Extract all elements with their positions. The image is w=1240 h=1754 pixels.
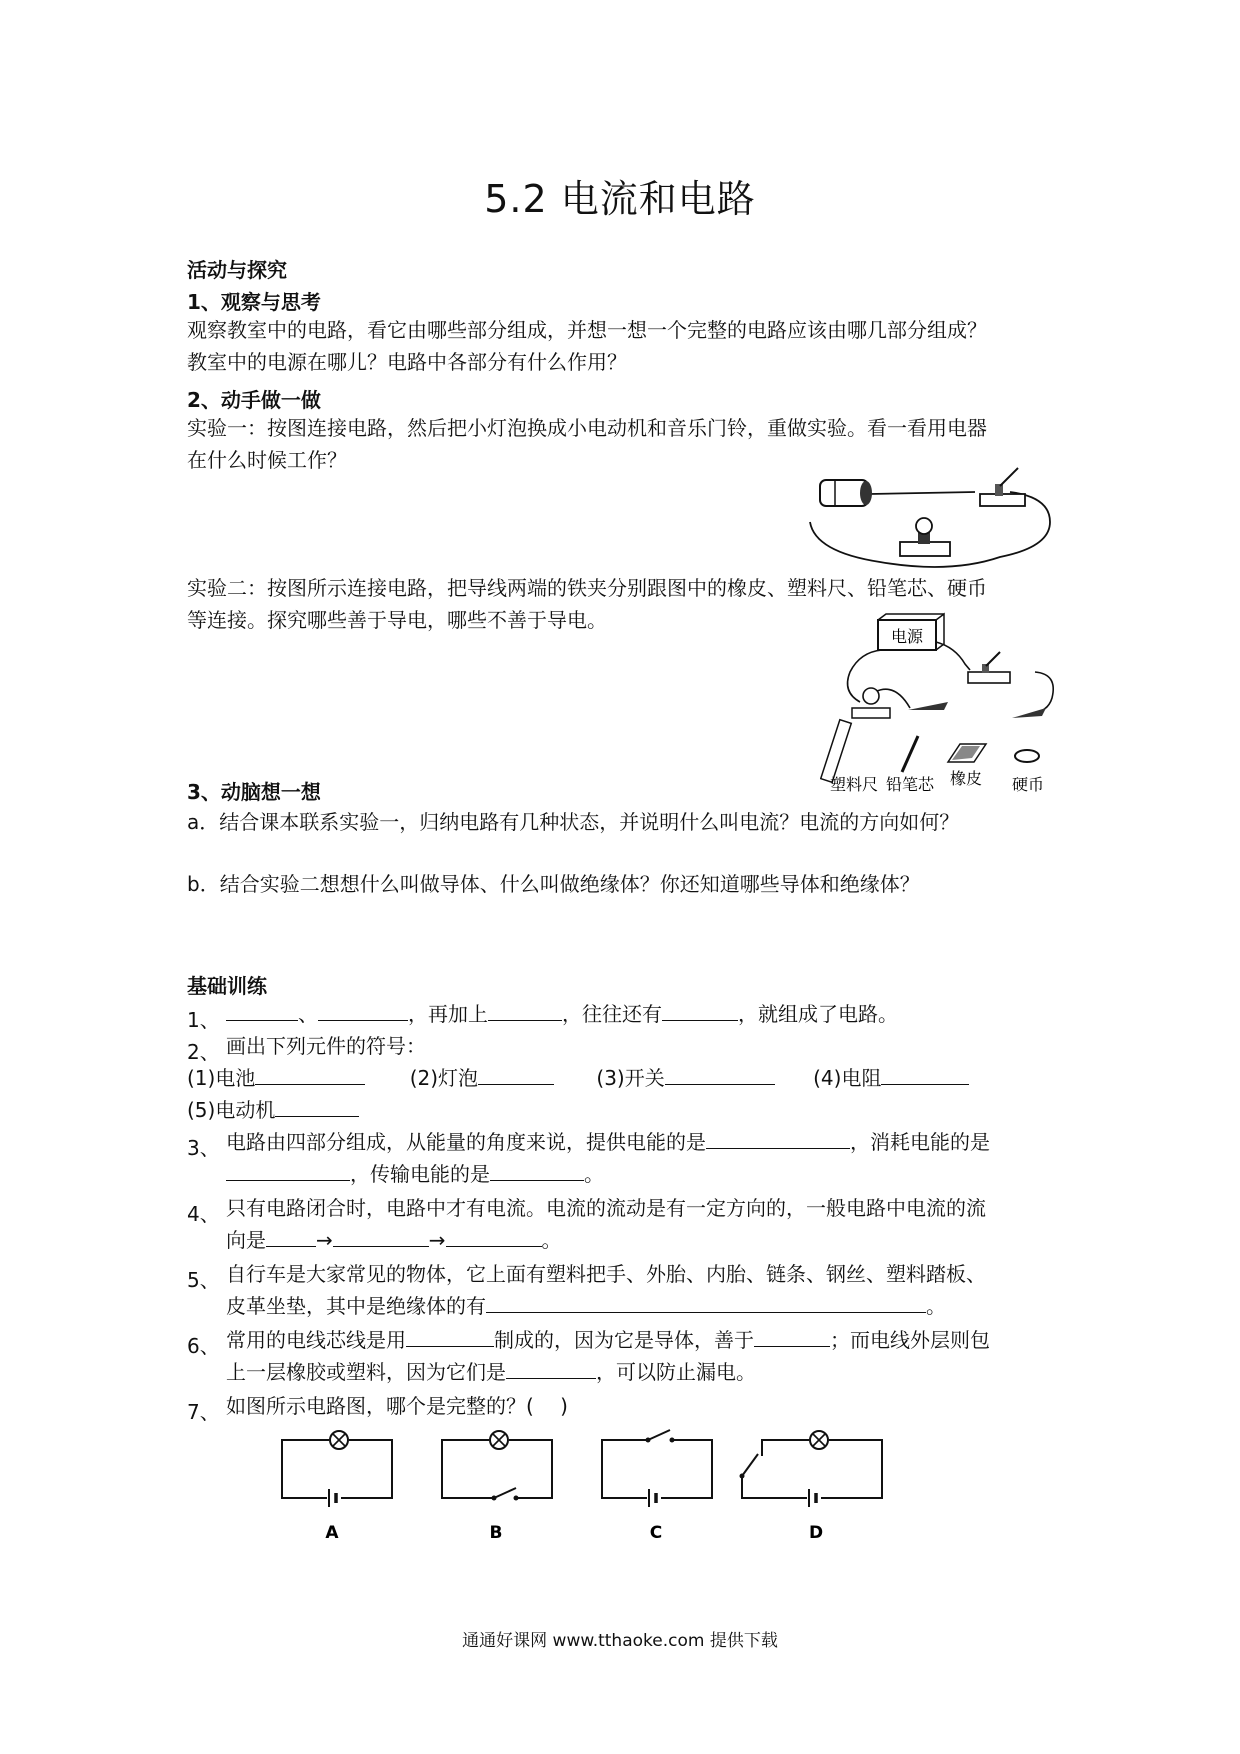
answer-blank[interactable]	[226, 998, 298, 1021]
answer-blank[interactable]	[226, 1158, 350, 1181]
ruler-label: 塑料尺	[830, 775, 879, 794]
lamp-icon	[900, 518, 950, 556]
ruler-icon	[821, 720, 852, 783]
question-6: 常用的电线芯线是用 制成的，因为它是导体，善于 ；而电线外层则包	[226, 1324, 990, 1356]
lead-label: 铅笔芯	[886, 775, 935, 794]
power-label: 电源	[890, 627, 924, 646]
answer-blank[interactable]	[662, 998, 738, 1021]
power-source-icon	[878, 614, 944, 650]
heading-observe: 1、观察与思考	[187, 290, 321, 314]
switch-icon	[968, 652, 1010, 683]
answer-blank[interactable]	[754, 1324, 830, 1347]
symbol-list: (1)电池 (2)灯泡 (3)开关 (4)电阻	[187, 1062, 969, 1094]
question-7: 如图所示电路图，哪个是完整的？( )	[226, 1394, 568, 1418]
answer-blank[interactable]	[488, 998, 562, 1021]
question-3: 电路由四部分组成，从能量的角度来说，提供电能的是 ，消耗电能的是	[226, 1126, 990, 1158]
question-a: a．结合课本联系实验一，归纳电路有几种状态，并说明什么叫电流？电流的方向如何？	[187, 810, 960, 834]
answer-blank[interactable]	[486, 1290, 926, 1313]
answer-blank[interactable]	[506, 1356, 596, 1379]
question-number: 4、	[187, 1202, 220, 1226]
pencil-lead-icon	[902, 736, 918, 772]
answer-blank[interactable]	[266, 1224, 316, 1247]
answer-blank[interactable]	[255, 1062, 365, 1085]
question-b: b．结合实验二想想什么叫做导体、什么叫做绝缘体？你还知道哪些导体和绝缘体？	[187, 872, 920, 896]
coin-label: 硬币	[1012, 775, 1045, 794]
experiment-2-figure	[820, 612, 1080, 794]
coin-icon	[1015, 750, 1039, 762]
page-title: 5.2 电流和电路	[484, 177, 756, 221]
question-3: ，传输电能的是 。	[226, 1158, 604, 1190]
circuit-diagrams	[270, 1426, 910, 1544]
section-heading-activity: 活动与探究	[187, 258, 287, 282]
question-number: 3、	[187, 1136, 220, 1160]
answer-blank[interactable]	[333, 1224, 429, 1247]
answer-blank[interactable]	[665, 1062, 775, 1085]
eraser-icon	[948, 744, 986, 762]
question-1: 、 ，再加上 ，往往还有 ，就组成了电路。	[226, 998, 898, 1030]
circuit-option-d[interactable]	[740, 1430, 883, 1543]
clip-icon	[908, 702, 948, 710]
circuit-option-b[interactable]	[442, 1430, 552, 1543]
answer-blank[interactable]	[406, 1324, 494, 1347]
paragraph-line: 教室中的电源在哪儿？电路中各部分有什么作用？	[187, 350, 627, 374]
svg-text:A: A	[325, 1523, 339, 1543]
question-number: 6、	[187, 1334, 220, 1358]
section-heading-basics: 基础训练	[187, 974, 267, 998]
heading-think: 3、动脑想一想	[187, 780, 321, 804]
clip-icon	[1012, 708, 1046, 718]
question-6: 上一层橡胶或塑料，因为它们是 ，可以防止漏电。	[226, 1356, 756, 1388]
answer-blank[interactable]	[490, 1158, 584, 1181]
eraser-label: 橡皮	[950, 769, 983, 788]
paragraph-line: 观察教室中的电路，看它由哪些部分组成，并想一想一个完整的电路应该由哪几部分组成？	[187, 318, 987, 342]
question-4: 只有电路闭合时，电路中才有电流。电流的流动是有一定方向的，一般电路中电流的流	[226, 1196, 986, 1220]
circuit-option-a[interactable]	[282, 1430, 392, 1543]
question-number: 1、	[187, 1008, 220, 1032]
paragraph-line: 实验一：按图连接电路，然后把小灯泡换成小电动机和音乐门铃，重做实验。看一看用电器	[187, 416, 987, 440]
answer-blank[interactable]	[478, 1062, 554, 1085]
svg-text:C: C	[649, 1523, 663, 1543]
answer-blank[interactable]	[881, 1062, 969, 1085]
question-5: 皮革坐垫，其中是绝缘体的有 。	[226, 1290, 946, 1322]
footer: 通通好课网 www.tthaoke.com 提供下载	[462, 1631, 778, 1651]
paragraph-line: 在什么时候工作？	[187, 448, 347, 472]
svg-text:B: B	[489, 1523, 503, 1543]
lamp-icon	[852, 688, 890, 718]
answer-blank[interactable]	[706, 1126, 850, 1149]
answer-blank[interactable]	[318, 998, 408, 1021]
battery-icon	[820, 480, 872, 506]
heading-handson: 2、动手做一做	[187, 388, 321, 412]
symbol-list: (5)电动机	[187, 1094, 359, 1126]
switch-icon	[980, 468, 1025, 506]
question-number: 7、	[187, 1400, 220, 1424]
paragraph-line: 实验二：按图所示连接电路，把导线两端的铁夹分别跟图中的橡皮、塑料尺、铅笔芯、硬币	[187, 576, 987, 600]
question-4: 向是 → → 。	[226, 1224, 562, 1256]
experiment-1-figure	[800, 462, 1060, 570]
question-2: 画出下列元件的符号：	[226, 1034, 426, 1058]
svg-text:D: D	[808, 1523, 824, 1543]
answer-blank[interactable]	[275, 1094, 359, 1117]
answer-blank[interactable]	[446, 1224, 542, 1247]
circuit-option-c[interactable]	[602, 1430, 712, 1543]
switch-icon	[742, 1454, 758, 1476]
paragraph-line: 等连接。探究哪些善于导电，哪些不善于导电。	[187, 608, 607, 632]
question-number: 2、	[187, 1040, 220, 1064]
question-5: 自行车是大家常见的物体，它上面有塑料把手、外胎、内胎、链条、钢丝、塑料踏板、	[226, 1262, 986, 1286]
question-number: 5、	[187, 1268, 220, 1292]
